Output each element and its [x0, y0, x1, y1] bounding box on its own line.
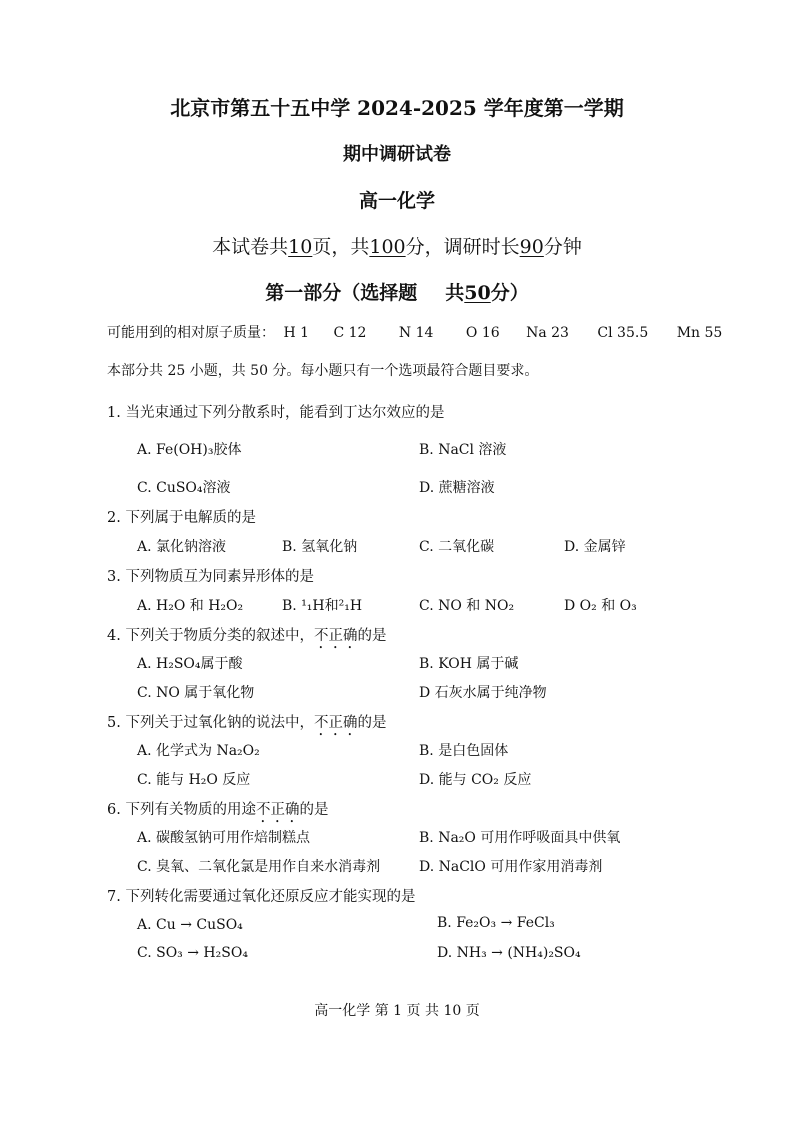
question-6-stem-emphasis: 不正确 — [255, 802, 300, 818]
question-5-stem-a: 5. 下列关于过氧化钠的说法中， — [107, 715, 314, 731]
exam-title: 期中调研试卷 — [343, 144, 451, 165]
question-4-option-a: A. H₂SO₄属于酸 — [137, 656, 243, 672]
question-5-option-d: D. 能与 CO₂ 反应 — [419, 772, 532, 788]
question-3-option-b: B. ¹₁H和²₁H — [282, 598, 363, 614]
exam-info-text-2: 页，共 — [312, 236, 370, 258]
section-title-part-a: 第一部分（选择题 — [265, 282, 418, 304]
question-1-stem: 1. 当光束通过下列分散系时，能看到丁达尔效应的是 — [107, 405, 445, 421]
atomic-masses-label: 可能用到的相对原子质量： — [107, 325, 275, 341]
question-1-option-b: B. NaCl 溶液 — [419, 442, 507, 458]
section-title — [0, 278, 794, 305]
atomic-mass-na: Na 23 — [526, 325, 569, 341]
section-instructions: 本部分共 25 小题，共 50 分。每小题只有一个选项最符合题目要求。 — [107, 363, 539, 379]
atomic-mass-mn: Mn 55 — [676, 325, 723, 341]
question-4-option-d: D 石灰水属于纯净物 — [419, 685, 547, 701]
question-4-stem-a: 4. 下列关于物质分类的叙述中， — [107, 628, 314, 644]
question-3-option-c: C. NO 和 NO₂ — [419, 598, 515, 614]
question-4-stem-b: 的是 — [357, 628, 387, 644]
question-7-stem: 7. 下列转化需要通过氧化还原反应才能实现的是 — [107, 889, 416, 905]
atomic-mass-cl: Cl 35.5 — [597, 325, 649, 341]
exam-info-text-4: 分钟 — [543, 236, 582, 258]
subject-title: 高一化学 — [358, 190, 435, 212]
question-5-stem-b: 的是 — [357, 715, 387, 731]
question-6-option-d: D. NaClO 可用作家用消毒剂 — [419, 859, 603, 875]
section-title-part-c: 分） — [490, 282, 529, 304]
question-1-option-c: C. CuSO₄溶液 — [137, 480, 231, 496]
exam-info-text-3: 分，调研时长 — [405, 236, 520, 258]
exam-info — [0, 232, 794, 259]
question-4-option-c: C. NO 属于氧化物 — [137, 685, 255, 701]
question-5-option-c: C. 能与 H₂O 反应 — [137, 772, 251, 788]
question-4-stem-emphasis: 不正确 — [313, 628, 358, 644]
question-6-option-a: A. 碳酸氢钠可用作焙制糕点 — [137, 830, 311, 846]
question-4-stem — [107, 624, 386, 652]
question-2-option-d: D. 金属锌 — [564, 539, 626, 555]
atomic-mass-h: H 1 — [283, 325, 310, 341]
exam-info-score: 100 — [369, 236, 406, 258]
question-4-option-b: B. KOH 属于碱 — [419, 656, 519, 672]
atomic-mass-c: C 12 — [333, 325, 367, 341]
section-title-part-b: 共 — [445, 282, 465, 304]
question-5-option-a: A. 化学式为 Na₂O₂ — [137, 743, 260, 759]
atomic-mass-n: N 14 — [398, 325, 434, 341]
question-7-option-a: A. Cu → CuSO₄ — [137, 917, 243, 933]
question-2-option-a: A. 氯化钠溶液 — [137, 539, 227, 555]
question-6-stem — [107, 798, 328, 826]
question-2-stem: 2. 下列属于电解质的是 — [107, 510, 256, 526]
question-7-option-b: B. Fe₂O₃ → FeCl₃ — [437, 915, 555, 931]
question-7-option-d: D. NH₃ → (NH₄)₂SO₄ — [437, 945, 581, 961]
atomic-masses — [107, 322, 722, 342]
question-6-option-c: C. 臭氧、二氧化氯是用作自来水消毒剂 — [137, 859, 381, 875]
atomic-mass-o: O 16 — [465, 325, 500, 341]
question-2-option-b: B. 氢氧化钠 — [282, 539, 358, 555]
question-5-option-b: B. 是白色固体 — [419, 743, 509, 759]
question-7-option-c: C. SO₃ → H₂SO₄ — [137, 945, 248, 961]
question-5-stem-emphasis: 不正确 — [313, 715, 358, 731]
exam-info-minutes: 90 — [519, 236, 544, 258]
question-6-option-b: B. Na₂O 可用作呼吸面具中供氧 — [419, 830, 621, 846]
school-title: 北京市第五十五中学 2024-2025 学年度第一学期 — [170, 96, 624, 120]
question-3-option-a: A. H₂O 和 H₂O₂ — [137, 598, 244, 614]
question-6-stem-a: 6. 下列有关物质的用途 — [107, 802, 256, 818]
question-5-stem — [107, 711, 386, 739]
question-3-stem: 3. 下列物质互为同素异形体的是 — [107, 569, 314, 585]
page-footer: 高一化学 第 1 页 共 10 页 — [314, 1003, 480, 1019]
question-1-option-a: A. Fe(OH)₃胶体 — [137, 442, 242, 458]
section-title-score: 50 — [464, 282, 491, 304]
question-1-option-d: D. 蔗糖溶液 — [419, 480, 495, 496]
exam-info-text-1: 本试卷共 — [212, 236, 289, 258]
question-2-option-c: C. 二氧化碳 — [419, 539, 495, 555]
question-3-option-d: D O₂ 和 O₃ — [564, 598, 637, 614]
question-6-stem-b: 的是 — [299, 802, 329, 818]
exam-info-pages: 10 — [288, 236, 313, 258]
